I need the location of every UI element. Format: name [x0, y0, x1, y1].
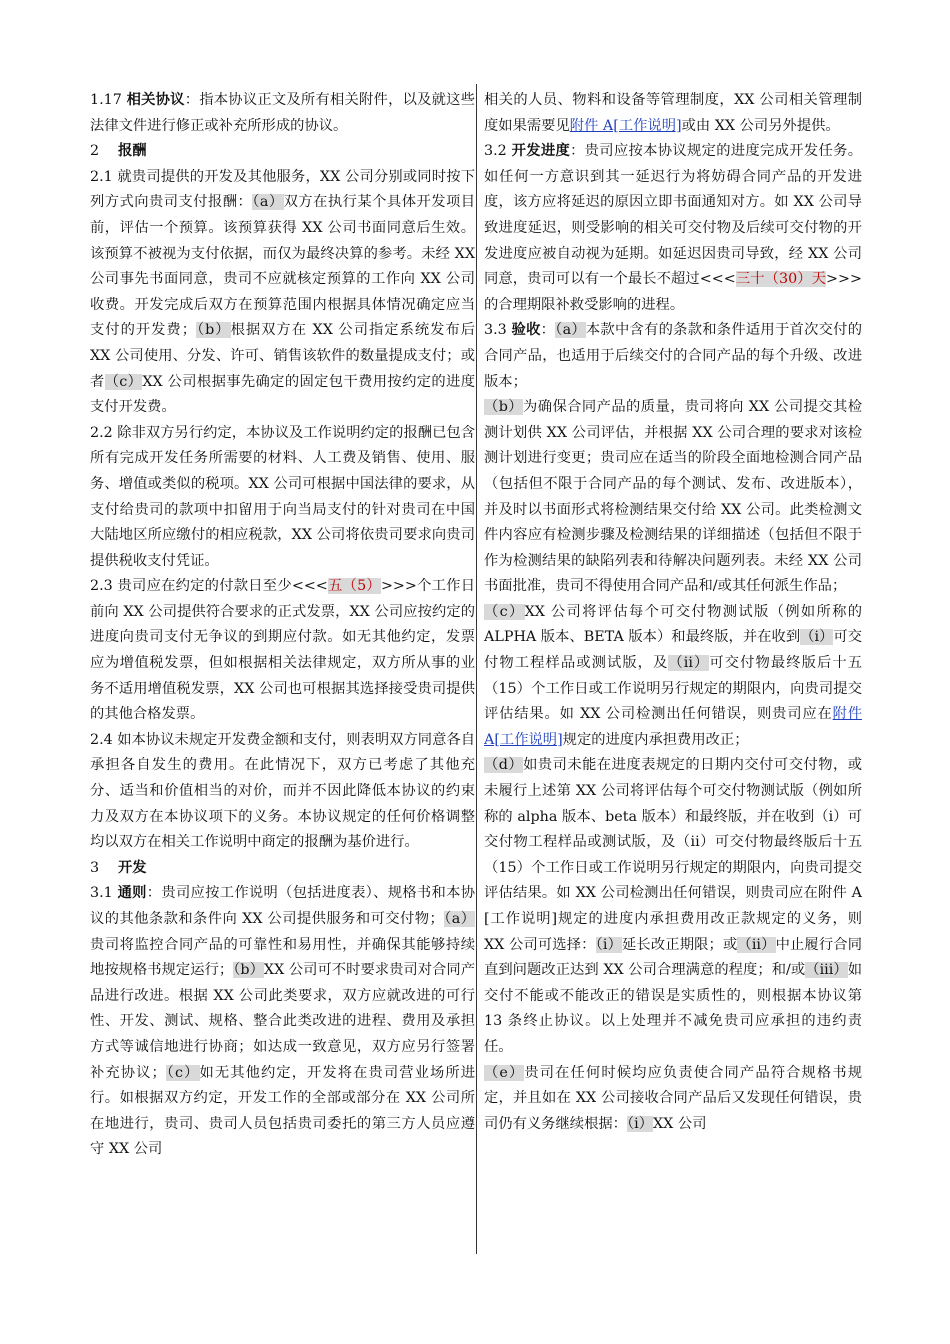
section-1-17-title: 相关协议	[126, 92, 185, 108]
section-3-3-e: （e）贵司在任何时候均应负责使合同产品符合规格书规定，并且如在 XX 公司接收合同产品后又发现任何错误，贵司仍有义务继续根据：（i）XX 公司	[484, 1064, 862, 1132]
section-3-1-continued: 相关的人员、物料和设备等管理制度，XX 公司相关管理制度如果需要见附件 A[工作说明]或由 XX 公司另外提供。	[484, 92, 862, 134]
placeholder-days: 五（5）	[327, 578, 381, 595]
section-3-3-c: （c）XX 公司将评估每个可交付物测试版（例如所称的 ALPHA 版本、BETA 版本）和最终版，并在收到（i）可交付物工程样品或测试版，及（ii）可交付物最终版后十五（15）个工作日或工作说明另行规定的期限内，向贵司提交评估结果。如 XX 公司检测出任何错误，则贵司应在附件 A[工作说明]规定的进度内承担费用改正；	[484, 603, 863, 748]
section-3-3-b: （b）为确保合同产品的质量，贵司将向 XX 公司提交其检测计划供 XX 公司评估，并根据 XX 公司合理的要求对该检测计划进行变更；贵司应在适当的阶段全面地检测合同产品（包括但不限于合同产品的每个测试、发布、改进版本），并及时以书面形式将检测结果交付给 XX 公司。此类检测文件内容应有检测步骤及检测结果的详细描述（包括但不限于作为检测结果的缺陷列表和待解决问题列表。未经 XX 公司书面批准，贵司不得使用合同产品和/或其任何派生作品；	[484, 399, 862, 595]
section-3-3-d: （d）如贵司未能在进度表规定的日期内交付可交付物，或未履行上述第 XX 公司将评估每个可交付物测试版（例如所称的 alpha 版本、beta 版本）和最终版，并在收到（i）可交付物工程样品或测试版，及（ii）可交付物最终版后十五（15）个工作日或工作说明另行规定的期限内，向贵司提交评估结果。如 XX 公司检测出任何错误，则贵司应在附件 A [工作说明]规定的进度内承担费用改正款规定的义务，则 XX 公司可选择：（i）延长改正期限；或（ii）中止履行合同直到问题改正达到 XX 公司合理满意的程度；和/或（iii）如交付不能或不能改正的错误是实质性的，则根据本协议第 13 条终止协议。以上处理并不减免贵司应承担的违约责任。	[484, 757, 863, 1055]
section-2-4: 2.4 如本协议未规定开发费金额和支付，则表明双方同意各自承担各自发生的费用。在此情况下，双方已考虑了其他充分、适当和价值相当的对价，而并不因此降低本协议的约束力及双方在本协议项下的义务。本协议规定的任何价格调整均以双方在相关工作说明中商定的报酬为基价进行。	[90, 731, 475, 851]
column-divider	[476, 84, 477, 1254]
right-column	[484, 88, 862, 1137]
appendix-a-link[interactable]: 附件 A[工作说明]	[569, 117, 682, 134]
heading-2-remuneration: 2 报酬	[90, 143, 147, 160]
section-3-1: 3.1 通则：贵司应按工作说明（包括进度表）、规格书和本协议的其他条款和条件向 XX 公司提供服务和可交付物；（a）贵司将监控合同产品的可靠性和易用性，并确保其能够持续地按规格书规定运行；（b）XX 公司可不时要求贵司对合同产品进行改进。根据 XX 公司此类要求，双方应就改进的可行性、开发、测试、规格、整合此类改进的进程、费用及承担方式等诚信地进行协商；如达成一致意见，双方应另行签署补充协议；（c）如无其他约定，开发将在贵司营业场所进行。如根据双方约定，开发工作的全部或部分在 XX 公司所在地进行，贵司、贵司人员包括贵司委托的第三方人员应遵守 XX 公司	[90, 885, 476, 1158]
appendix-a-link[interactable]: 附件 A[工作说明]	[484, 706, 862, 748]
section-2-2: 2.2 除非双方另行约定，本协议及工作说明约定的报酬已包含所有完成开发任务所需要的材料、人工费及销售、使用、服务、增值或类似的税项。XX 公司可根据中国法律的要求，从支付给贵司的款项中扣留用于向当局支付的针对贵司在中国大陆地区所应缴付的相应税款，XX 公司将依贵司要求向贵司提供税收支付凭证。	[90, 424, 475, 569]
section-3-2: 3.2 开发进度：贵司应按本协议规定的进度完成开发任务。如任何一方意识到其一延迟行为将妨碍合同产品的开发进度，该方应将延迟的原因立即书面通知对方。如 XX 公司导致进度延迟，则受影响的相关可交付物及后续可交付物的开发进度应被自动视为延期。如延迟因贵司导致，经 XX 公司同意，贵司可以有一个最长不超过<<<三十（30）天>>>的合理期限补救受影响的进程。	[484, 143, 862, 313]
heading-3-development: 3 开发	[90, 859, 147, 876]
section-2-1: 2.1 就贵司提供的开发及其他服务，XX 公司分别或同时按下列方式向贵司支付报酬：（a）双方在执行某个具体开发项目前，评估一个预算。该预算获得 XX 公司书面同意后生效。该预算不被视为支付依据，而仅为最终决算的参考。未经 XX 公司事先书面同意，贵司不应就核定预算的工作向 XX 公司收费。开发完成后双方在预算范围内根据具体情况确定应当支付的开发费；（b）根据双方在 XX 公司指定系统发布后 XX 公司使用、分发、许可、销售该软件的数量提成支付；或者（c）XX 公司根据事先确定的固定包干费用按约定的进度支付开发费。	[90, 168, 476, 416]
section-1-17: 1.17 相关协议：指本协议正文及所有相关附件，以及就这些法律文件进行修正或补充所形成的协议。	[90, 92, 475, 134]
placeholder-days: 三十（30）天	[735, 271, 827, 288]
section-3-3: 3.3 验收：（a）本款中含有的条款和条件适用于首次交付的合同产品，也适用于后续交付的合同产品的每个升级、改进版本；	[484, 322, 862, 390]
section-2-3: 2.3 贵司应在约定的付款日至少<<<五（5）>>>个工作日前向 XX 公司提供符合要求的正式发票，XX 公司应按约定的进度向贵司支付无争议的到期应付款。如无其他约定，发票应为增值税发票，但如根据相关法律规定，双方所从事的业务不适用增值税发票，XX 公司也可根据其选择接受贵司提供的其他合格发票。	[90, 578, 476, 723]
left-column	[90, 88, 475, 1163]
